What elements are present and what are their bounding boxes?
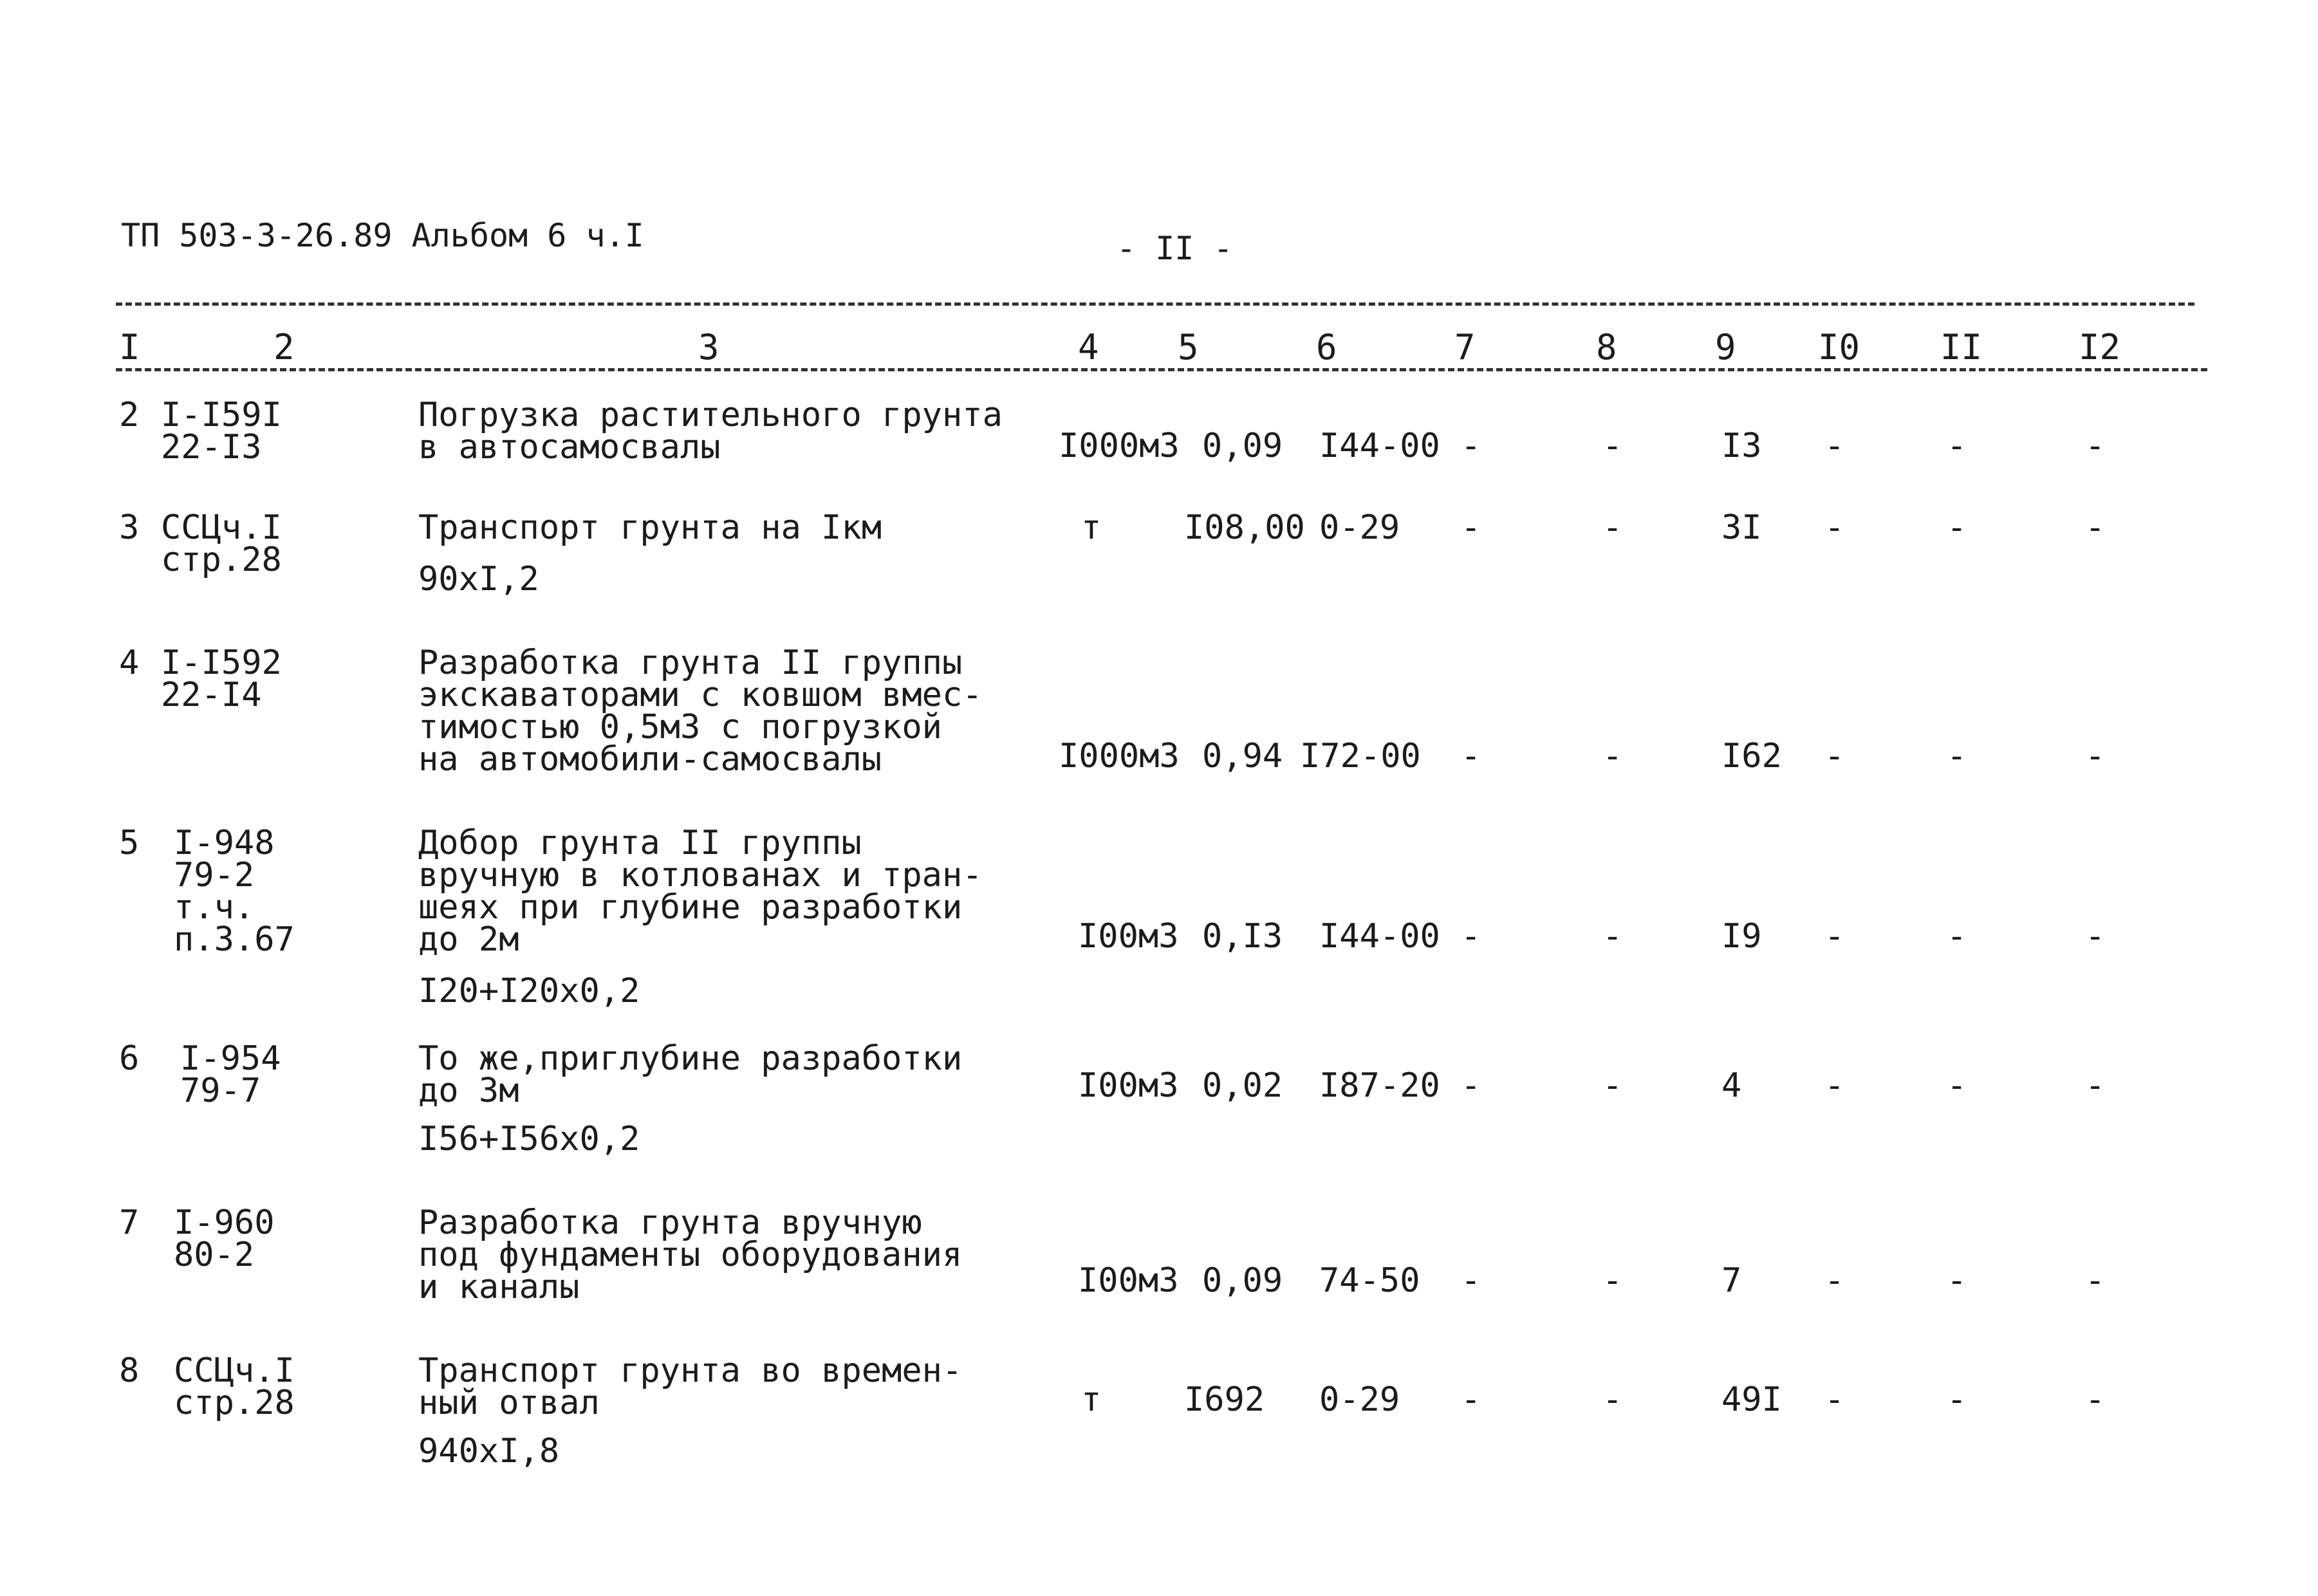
column-header-9: 9 (1715, 327, 1736, 367)
row-col11: - (1947, 427, 1967, 465)
row-code: I-948 79-2 т.ч. п.3.67 (174, 824, 295, 959)
row-col10: - (1824, 917, 1845, 956)
row-col12: - (2085, 737, 2106, 775)
document-reference: ТП 503-3-26.89 Альбом 6 ч.I (121, 217, 644, 254)
row-price: 0-29 (1319, 1380, 1400, 1419)
row-col11: - (1947, 1066, 1967, 1105)
row-formula: I20+I20x0,2 (418, 972, 640, 1010)
row-col10: - (1824, 1261, 1845, 1300)
column-header-2: 2 (274, 327, 295, 367)
row-number: 2 (119, 396, 140, 434)
row-col8: - (1602, 917, 1623, 956)
column-header-3: 3 (698, 327, 719, 367)
row-formula: 940xI,8 (418, 1432, 560, 1471)
row-unit: I000м3 (1059, 737, 1180, 775)
row-col9: I9 (1721, 917, 1762, 956)
row-col10: - (1824, 1380, 1845, 1419)
row-col10: - (1824, 1066, 1845, 1105)
row-col8: - (1602, 427, 1623, 465)
row-unit: I00м3 (1078, 917, 1179, 956)
row-col8: - (1602, 1066, 1623, 1105)
column-header-4: 4 (1078, 327, 1099, 367)
row-col9: I3 (1721, 427, 1762, 465)
row-col12: - (2085, 1380, 2106, 1419)
row-description: Транспорт грунта на Iкм (418, 508, 882, 547)
row-code: ССЦч.I стр.28 (161, 508, 282, 579)
column-header-divider (116, 368, 2207, 371)
row-formula: 90xI,2 (418, 560, 539, 598)
row-quantity: 0,94 (1202, 737, 1283, 775)
row-unit: I00м3 (1078, 1261, 1179, 1300)
row-code: I-I59I 22-I3 (161, 396, 282, 467)
row-number: 4 (119, 644, 140, 682)
row-col7: - (1461, 1066, 1481, 1105)
row-quantity: 0,09 (1202, 1261, 1283, 1300)
row-col9: 49I (1721, 1380, 1782, 1419)
row-description: Добор грунта II группы вручную в котлованах и тран- шеях при глубине разработки до 2м (418, 824, 983, 959)
row-col7: - (1461, 427, 1481, 465)
column-header-6: 6 (1316, 327, 1337, 367)
column-header-5: 5 (1178, 327, 1199, 367)
row-unit: т (1081, 508, 1102, 547)
column-header-8: 8 (1596, 327, 1617, 367)
row-code: I-I592 22-I4 (161, 644, 282, 714)
row-price: 74-50 (1319, 1261, 1420, 1300)
row-quantity: I692 (1184, 1380, 1265, 1419)
column-header-7: 7 (1454, 327, 1476, 367)
row-col11: - (1947, 917, 1967, 956)
row-price: I44-00 (1319, 917, 1440, 956)
row-price: 0-29 (1319, 508, 1400, 547)
column-header-11: II (1940, 327, 1983, 367)
row-col9: 3I (1721, 508, 1762, 547)
row-description: Разработка грунта вручную под фундаменты оборудования и каналы (418, 1203, 963, 1306)
row-quantity: 0,I3 (1202, 917, 1283, 956)
row-number: 6 (119, 1039, 140, 1078)
column-header-1: I (119, 327, 140, 367)
row-col8: - (1602, 737, 1623, 775)
row-code: I-954 79-7 (180, 1039, 281, 1110)
column-header-12: I2 (2079, 327, 2121, 367)
row-col12: - (2085, 427, 2106, 465)
row-col10: - (1824, 737, 1845, 775)
row-unit: I000м3 (1059, 427, 1180, 465)
row-col7: - (1461, 508, 1481, 547)
row-col10: - (1824, 508, 1845, 547)
row-description: Погрузка растительного грунта в автосамосвалы (418, 396, 1003, 467)
row-col11: - (1947, 1261, 1967, 1300)
row-col11: - (1947, 1380, 1967, 1419)
row-quantity: I08,00 (1184, 508, 1305, 547)
row-col7: - (1461, 1380, 1481, 1419)
row-number: 5 (119, 824, 140, 862)
row-description: То же,приглубине разработки до 3м (418, 1039, 963, 1110)
top-divider (116, 302, 2194, 306)
row-price: I72-00 (1300, 737, 1421, 775)
row-col8: - (1602, 1261, 1623, 1300)
row-number: 8 (119, 1351, 140, 1390)
row-col9: I62 (1721, 737, 1782, 775)
row-price: I87-20 (1319, 1066, 1440, 1105)
row-code: ССЦч.I стр.28 (174, 1351, 295, 1422)
row-price: I44-00 (1319, 427, 1440, 465)
row-code: I-960 80-2 (174, 1203, 275, 1274)
row-formula: I56+I56x0,2 (418, 1120, 640, 1158)
row-col12: - (2085, 508, 2106, 547)
row-col12: - (2085, 917, 2106, 956)
row-quantity: 0,02 (1202, 1066, 1283, 1105)
row-col11: - (1947, 508, 1967, 547)
row-col11: - (1947, 737, 1967, 775)
row-number: 3 (119, 508, 140, 547)
row-unit: I00м3 (1078, 1066, 1179, 1105)
row-col9: 4 (1721, 1066, 1742, 1105)
row-col7: - (1461, 737, 1481, 775)
row-col8: - (1602, 1380, 1623, 1419)
row-col7: - (1461, 1261, 1481, 1300)
row-col12: - (2085, 1066, 2106, 1105)
row-number: 7 (119, 1203, 140, 1242)
column-header-10: I0 (1818, 327, 1860, 367)
row-quantity: 0,09 (1202, 427, 1283, 465)
row-col7: - (1461, 917, 1481, 956)
row-unit: т (1081, 1380, 1102, 1419)
row-col10: - (1824, 427, 1845, 465)
page-number: - II - (1117, 230, 1233, 267)
row-description: Транспорт грунта во времен- ный отвал (418, 1351, 963, 1422)
row-col8: - (1602, 508, 1623, 547)
row-description: Разработка грунта II группы экскаваторами с ковшом вмес- тимостью 0,5м3 с погрузкой на автомобили-самосвалы (418, 644, 983, 779)
row-col9: 7 (1721, 1261, 1742, 1300)
row-col12: - (2085, 1261, 2106, 1300)
